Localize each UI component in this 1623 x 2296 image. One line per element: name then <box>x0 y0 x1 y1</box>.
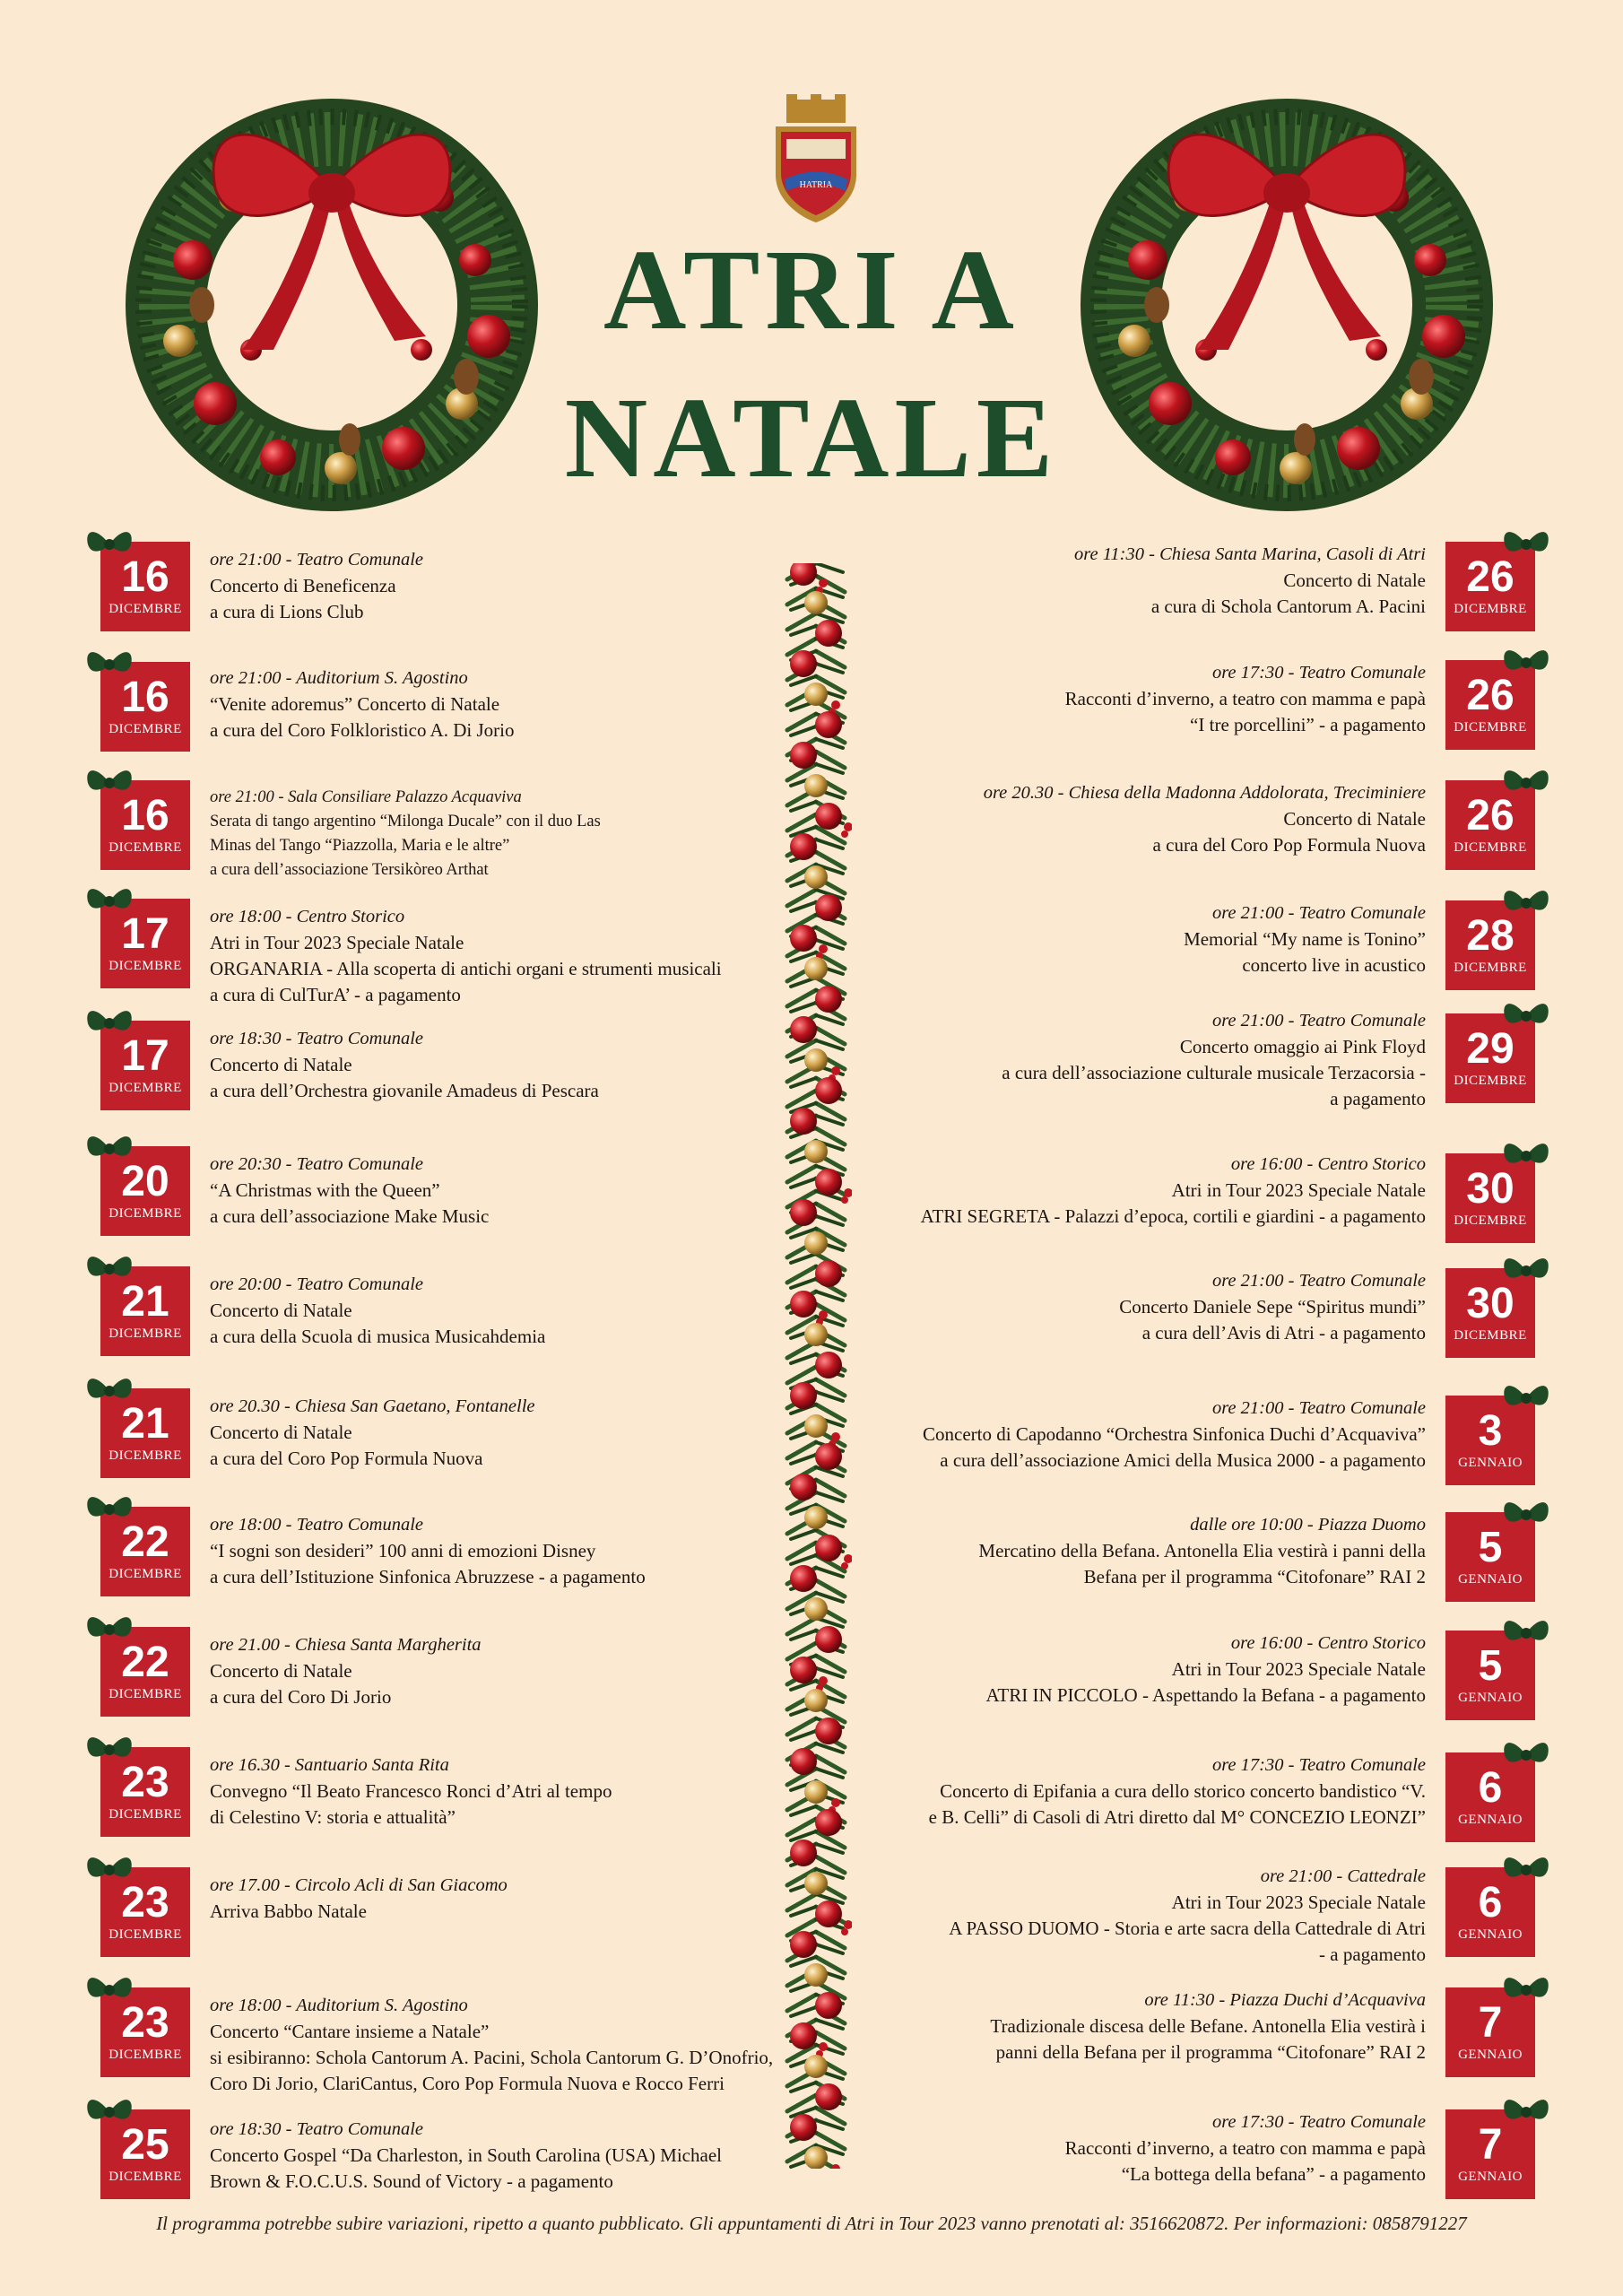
event-text <box>210 1394 820 1472</box>
event-description-line: ORGANARIA - Alla scoperta di antichi organi e strumenti musicali <box>210 958 722 979</box>
date-month: DICEMBRE <box>108 1326 182 1341</box>
event-description-line: Concerto omaggio ai Pink Floyd <box>1179 1036 1426 1057</box>
event-text <box>852 1008 1426 1112</box>
event-text <box>210 904 820 1008</box>
date-month: DICEMBRE <box>108 2048 182 2062</box>
event-description-line: Minas del Tango “Piazzolla, Maria e le altre” <box>210 837 510 855</box>
event-text <box>852 1752 1426 1831</box>
event-description-line: Mercatino della Befana. Antonella Elia vestirà i panni della <box>978 1540 1426 1561</box>
event-description-line: a cura di Lions Club <box>210 601 364 622</box>
event-text <box>852 1864 1426 1968</box>
date-month: DICEMBRE <box>1454 1328 1527 1343</box>
event-text <box>210 1873 820 1925</box>
event-time-venue: ore 21:00 - Teatro Comunale <box>1211 903 1426 923</box>
event-time-venue: ore 20:30 - Teatro Comunale <box>210 1154 424 1174</box>
event-text <box>210 1026 820 1104</box>
event-time-venue: dalle ore 10:00 - Piazza Duomo <box>1190 1515 1426 1535</box>
date-badge <box>1445 1752 1535 1842</box>
date-month: DICEMBRE <box>108 1206 182 1221</box>
event-text <box>852 660 1426 738</box>
event-text <box>852 1987 1426 2066</box>
date-badge <box>100 1747 190 1837</box>
event-description-line: Brown & F.O.C.U.S. Sound of Victory - a pagamento <box>210 2170 613 2192</box>
date-day: 20 <box>121 1158 169 1205</box>
event-time-venue: ore 17:30 - Teatro Comunale <box>1211 1755 1426 1775</box>
date-badge <box>100 542 190 631</box>
event-description-line: Tradizionale discesa delle Befane. Antonella Elia vestirà i <box>990 2015 1426 2037</box>
event-description-line: ATRI IN PICCOLO - Aspettando la Befana - a pagamento <box>985 1684 1426 1706</box>
date-month: GENNAIO <box>1458 1456 1523 1470</box>
event-time-venue: ore 21:00 - Teatro Comunale <box>210 550 424 570</box>
event-text <box>210 1512 820 1590</box>
event-description-line: a cura dell’associazione Amici della Musica 2000 - a pagamento <box>940 1449 1426 1471</box>
event-description-line: concerto live in acustico <box>1242 954 1426 976</box>
date-month: DICEMBRE <box>1454 840 1527 855</box>
event-time-venue: ore 21:00 - Teatro Comunale <box>1211 1398 1426 1418</box>
date-month: DICEMBRE <box>108 2170 182 2184</box>
event-description-line: a cura dell’Istituzione Sinfonica Abruzzese - a pagamento <box>210 1566 646 1587</box>
event-text <box>852 2109 1426 2187</box>
date-day: 16 <box>121 792 169 839</box>
event-description-line: a cura di Schola Cantorum A. Pacini <box>1150 596 1426 617</box>
date-badge <box>100 1021 190 1110</box>
event-description-line: a pagamento <box>1330 1088 1426 1109</box>
date-day: 16 <box>121 674 169 721</box>
event-time-venue: ore 17:30 - Teatro Comunale <box>1211 2112 1426 2132</box>
date-month: GENNAIO <box>1458 2048 1523 2062</box>
event-description-line: a cura di CulTurA’ - a pagamento <box>210 984 461 1005</box>
date-month: DICEMBRE <box>108 1687 182 1701</box>
event-description-line: Atri in Tour 2023 Speciale Natale <box>1171 1892 1426 1913</box>
date-badge <box>1445 1512 1535 1602</box>
date-day: 23 <box>121 1999 169 2047</box>
event-text <box>210 547 820 625</box>
event-description-line: Concerto di Natale <box>210 1422 352 1443</box>
event-text <box>210 2117 820 2195</box>
date-day: 30 <box>1466 1165 1515 1213</box>
date-month: DICEMBRE <box>108 1567 182 1581</box>
event-time-venue: ore 17.00 - Circolo Acli di San Giacomo <box>210 1875 508 1895</box>
event-description-line: Coro Di Jorio, ClariCantus, Coro Pop Formula Nuova e Rocco Ferri <box>210 2073 725 2094</box>
event-text <box>210 1272 820 1350</box>
event-time-venue: ore 20.30 - Chiesa San Gaetano, Fontanelle <box>210 1396 535 1416</box>
date-day: 28 <box>1466 912 1515 960</box>
event-description-line: Concerto di Natale <box>210 1054 352 1075</box>
date-badge <box>1445 1268 1535 1358</box>
date-month: DICEMBRE <box>1454 961 1527 975</box>
date-month: GENNAIO <box>1458 1691 1523 1705</box>
date-badge <box>100 1146 190 1236</box>
event-time-venue: ore 17:30 - Teatro Comunale <box>1211 663 1426 683</box>
event-description-line: Concerto “Cantare insieme a Natale” <box>210 2021 490 2042</box>
event-time-venue: ore 11:30 - Piazza Duchi d’Acquaviva <box>1144 1990 1426 2010</box>
date-day: 16 <box>121 553 169 601</box>
date-badge <box>100 2109 190 2199</box>
event-time-venue: ore 11:30 - Chiesa Santa Marina, Casoli di Atri <box>1074 544 1426 564</box>
date-day: 29 <box>1466 1025 1515 1073</box>
date-month: DICEMBRE <box>108 1927 182 1942</box>
event-description-line: panni della Befana per il programma “Citofonare” RAI 2 <box>995 2041 1426 2063</box>
event-description-line: Atri in Tour 2023 Speciale Natale <box>1171 1179 1426 1201</box>
date-month: GENNAIO <box>1458 1927 1523 1942</box>
event-text <box>210 1632 820 1710</box>
date-badge <box>1445 1396 1535 1485</box>
event-description-line: Concerto Daniele Sepe “Spiritus mundi” <box>1119 1296 1426 1318</box>
event-text <box>210 1152 820 1230</box>
date-month: DICEMBRE <box>108 602 182 616</box>
event-description-line: a cura della Scuola di musica Musicahdemia <box>210 1326 546 1347</box>
date-day: 26 <box>1466 553 1515 601</box>
date-day: 26 <box>1466 672 1515 719</box>
event-description-line: a cura del Coro Di Jorio <box>210 1686 392 1708</box>
event-description-line: ATRI SEGRETA - Palazzi d’epoca, cortili e giardini - a pagamento <box>920 1205 1426 1227</box>
event-text <box>852 780 1426 858</box>
event-description-line: Concerto di Epifania a cura dello storico concerto bandistico “V. <box>940 1780 1426 1802</box>
event-description-line: Racconti d’inverno, a teatro con mamma e papà <box>1064 2137 1426 2159</box>
event-time-venue: ore 21:00 - Teatro Comunale <box>1211 1271 1426 1291</box>
date-day: 5 <box>1478 1524 1503 1571</box>
date-day: 21 <box>121 1400 169 1448</box>
date-month: DICEMBRE <box>108 1081 182 1095</box>
event-time-venue: ore 18:00 - Centro Storico <box>210 907 405 926</box>
event-time-venue: ore 21:00 - Auditorium S. Agostino <box>210 668 468 688</box>
event-description-line: “I sogni son desideri” 100 anni di emozioni Disney <box>210 1540 596 1561</box>
date-badge <box>1445 542 1535 631</box>
date-day: 3 <box>1478 1407 1503 1455</box>
date-badge <box>100 1507 190 1596</box>
date-month: DICEMBRE <box>1454 1074 1527 1088</box>
event-text <box>852 1512 1426 1590</box>
event-description-line: Convegno “Il Beato Francesco Ronci d’Atri al tempo <box>210 1780 612 1802</box>
event-time-venue: ore 21:00 - Teatro Comunale <box>1211 1011 1426 1031</box>
event-text <box>852 542 1426 620</box>
date-day: 21 <box>121 1278 169 1326</box>
event-text <box>210 786 820 883</box>
date-month: GENNAIO <box>1458 2170 1523 2184</box>
date-month: GENNAIO <box>1458 1572 1523 1587</box>
svg-text:HATRIA: HATRIA <box>799 180 833 190</box>
date-month: DICEMBRE <box>1454 1213 1527 1228</box>
event-text <box>852 900 1426 978</box>
event-time-venue: ore 18:00 - Teatro Comunale <box>210 1515 424 1535</box>
event-description-line: a cura del Coro Folkloristico A. Di Jorio <box>210 719 515 741</box>
date-day: 6 <box>1478 1764 1503 1812</box>
date-day: 22 <box>121 1639 169 1686</box>
event-description-line: a cura dell’associazione Tersikòreo Arthat <box>210 861 489 879</box>
event-text <box>852 1152 1426 1230</box>
event-time-venue: ore 18:00 - Auditorium S. Agostino <box>210 1996 468 2015</box>
date-badge <box>1445 1987 1535 2077</box>
event-description-line: di Celestino V: storia e attualità” <box>210 1806 456 1828</box>
date-badge <box>1445 2109 1535 2199</box>
date-month: DICEMBRE <box>108 840 182 855</box>
event-description-line: “Venite adoremus” Concerto di Natale <box>210 693 500 715</box>
event-description-line: a cura del Coro Pop Formula Nuova <box>1152 834 1426 856</box>
date-month: DICEMBRE <box>108 959 182 973</box>
date-day: 22 <box>121 1518 169 1566</box>
date-badge <box>1445 1153 1535 1243</box>
date-badge <box>100 662 190 752</box>
date-badge <box>1445 1631 1535 1720</box>
event-description-line: e B. Celli” di Casoli di Atri diretto dal M° CONCEZIO LEONZI” <box>928 1806 1426 1828</box>
event-description-line: Arriva Babbo Natale <box>210 1900 367 1922</box>
event-description-line: Racconti d’inverno, a teatro con mamma e papà <box>1064 688 1426 709</box>
date-month: DICEMBRE <box>108 1448 182 1463</box>
event-description-line: Concerto di Natale <box>1283 808 1426 830</box>
event-description-line: Befana per il programma “Citofonare” RAI 2 <box>1083 1566 1426 1587</box>
footer-note: Il programma potrebbe subire variazioni, ripetto a quanto pubblicato. Gli appuntamenti di Atri in Tour 2023 vanno prenotati al: 3516620872. Per informazioni: 0858791227 <box>156 2213 1467 2234</box>
event-description-line: a cura dell’Avis di Atri - a pagamento <box>1141 1322 1426 1344</box>
event-description-line: “I tre porcellini” - a pagamento <box>1190 714 1426 735</box>
event-description-line: a cura dell’Orchestra giovanile Amadeus di Pescara <box>210 1080 599 1101</box>
date-day: 17 <box>121 910 169 958</box>
date-month: DICEMBRE <box>1454 602 1527 616</box>
event-time-venue: ore 20.30 - Chiesa della Madonna Addolorata, Treciminiere <box>983 783 1426 803</box>
date-month: DICEMBRE <box>108 722 182 736</box>
atri-crest-logo <box>767 94 865 224</box>
event-time-venue: ore 18:30 - Teatro Comunale <box>210 1029 424 1048</box>
event-description-line: a cura del Coro Pop Formula Nuova <box>210 1448 483 1469</box>
date-badge <box>100 780 190 870</box>
date-day: 23 <box>121 1759 169 1806</box>
date-day: 17 <box>121 1032 169 1080</box>
date-badge <box>100 1627 190 1717</box>
event-description-line: a cura dell’associazione Make Music <box>210 1205 490 1227</box>
event-time-venue: ore 16:00 - Centro Storico <box>1230 1154 1426 1174</box>
event-text <box>210 665 820 744</box>
date-badge <box>1445 1013 1535 1103</box>
event-description-line: Atri in Tour 2023 Speciale Natale <box>210 932 464 953</box>
date-badge <box>1445 780 1535 870</box>
event-description-line: - a pagamento <box>1319 1944 1426 1965</box>
date-day: 30 <box>1466 1280 1515 1327</box>
date-day: 7 <box>1478 2121 1503 2169</box>
date-badge <box>100 1388 190 1478</box>
date-day: 26 <box>1466 792 1515 839</box>
date-badge <box>1445 1867 1535 1957</box>
date-badge <box>1445 660 1535 750</box>
event-time-venue: ore 21:00 - Cattedrale <box>1260 1866 1426 1886</box>
date-month: GENNAIO <box>1458 1813 1523 1827</box>
event-description-line: Concerto Gospel “Da Charleston, in South Carolina (USA) Michael <box>210 2144 722 2166</box>
date-day: 6 <box>1478 1879 1503 1926</box>
event-time-venue: ore 16:00 - Centro Storico <box>1230 1633 1426 1653</box>
date-month: DICEMBRE <box>108 1807 182 1822</box>
event-time-venue: ore 20:00 - Teatro Comunale <box>210 1274 424 1294</box>
date-day: 23 <box>121 1879 169 1926</box>
event-description-line: Concerto di Beneficenza <box>210 575 396 596</box>
event-description-line: Concerto di Natale <box>210 1660 352 1682</box>
event-description-line: Memorial “My name is Tonino” <box>1184 928 1426 950</box>
date-day: 5 <box>1478 1642 1503 1690</box>
event-description-line: “La bottega della befana” - a pagamento <box>1121 2163 1426 2185</box>
event-text <box>210 1752 820 1831</box>
event-description-line: Serata di tango argentino “Milonga Ducale” con il duo Las <box>210 813 601 831</box>
date-day: 7 <box>1478 1999 1503 2047</box>
event-description-line: si esibiranno: Schola Cantorum A. Pacini, Schola Cantorum G. D’Onofrio, <box>210 2047 774 2068</box>
event-text <box>852 1268 1426 1346</box>
date-badge <box>100 1266 190 1356</box>
page-title-line2: NATALE <box>564 374 1059 501</box>
event-description-line: Atri in Tour 2023 Speciale Natale <box>1171 1658 1426 1680</box>
date-badge <box>1445 900 1535 990</box>
event-time-venue: ore 21:00 - Sala Consiliare Palazzo Acquaviva <box>210 788 522 806</box>
date-day: 25 <box>121 2121 169 2169</box>
event-description-line: Concerto di Capodanno “Orchestra Sinfonica Duchi d’Acquaviva” <box>923 1423 1426 1445</box>
page-title-line1: ATRI A <box>603 226 1020 353</box>
event-description-line: “A Christmas with the Queen” <box>210 1179 440 1201</box>
event-description-line: a cura dell’associazione culturale musicale Terzacorsia - <box>1002 1062 1426 1083</box>
event-text <box>210 1993 820 2097</box>
event-time-venue: ore 16.30 - Santuario Santa Rita <box>210 1755 449 1775</box>
event-text <box>852 1631 1426 1709</box>
event-text <box>852 1396 1426 1474</box>
date-badge <box>100 899 190 988</box>
event-description-line: Concerto di Natale <box>1283 570 1426 591</box>
event-time-venue: ore 18:30 - Teatro Comunale <box>210 2119 424 2139</box>
date-badge <box>100 1987 190 2077</box>
event-time-venue: ore 21.00 - Chiesa Santa Margherita <box>210 1635 482 1655</box>
date-month: DICEMBRE <box>1454 720 1527 735</box>
event-description-line: Concerto di Natale <box>210 1300 352 1321</box>
date-badge <box>100 1867 190 1957</box>
event-description-line: A PASSO DUOMO - Storia e arte sacra della Cattedrale di Atri <box>949 1918 1426 1939</box>
